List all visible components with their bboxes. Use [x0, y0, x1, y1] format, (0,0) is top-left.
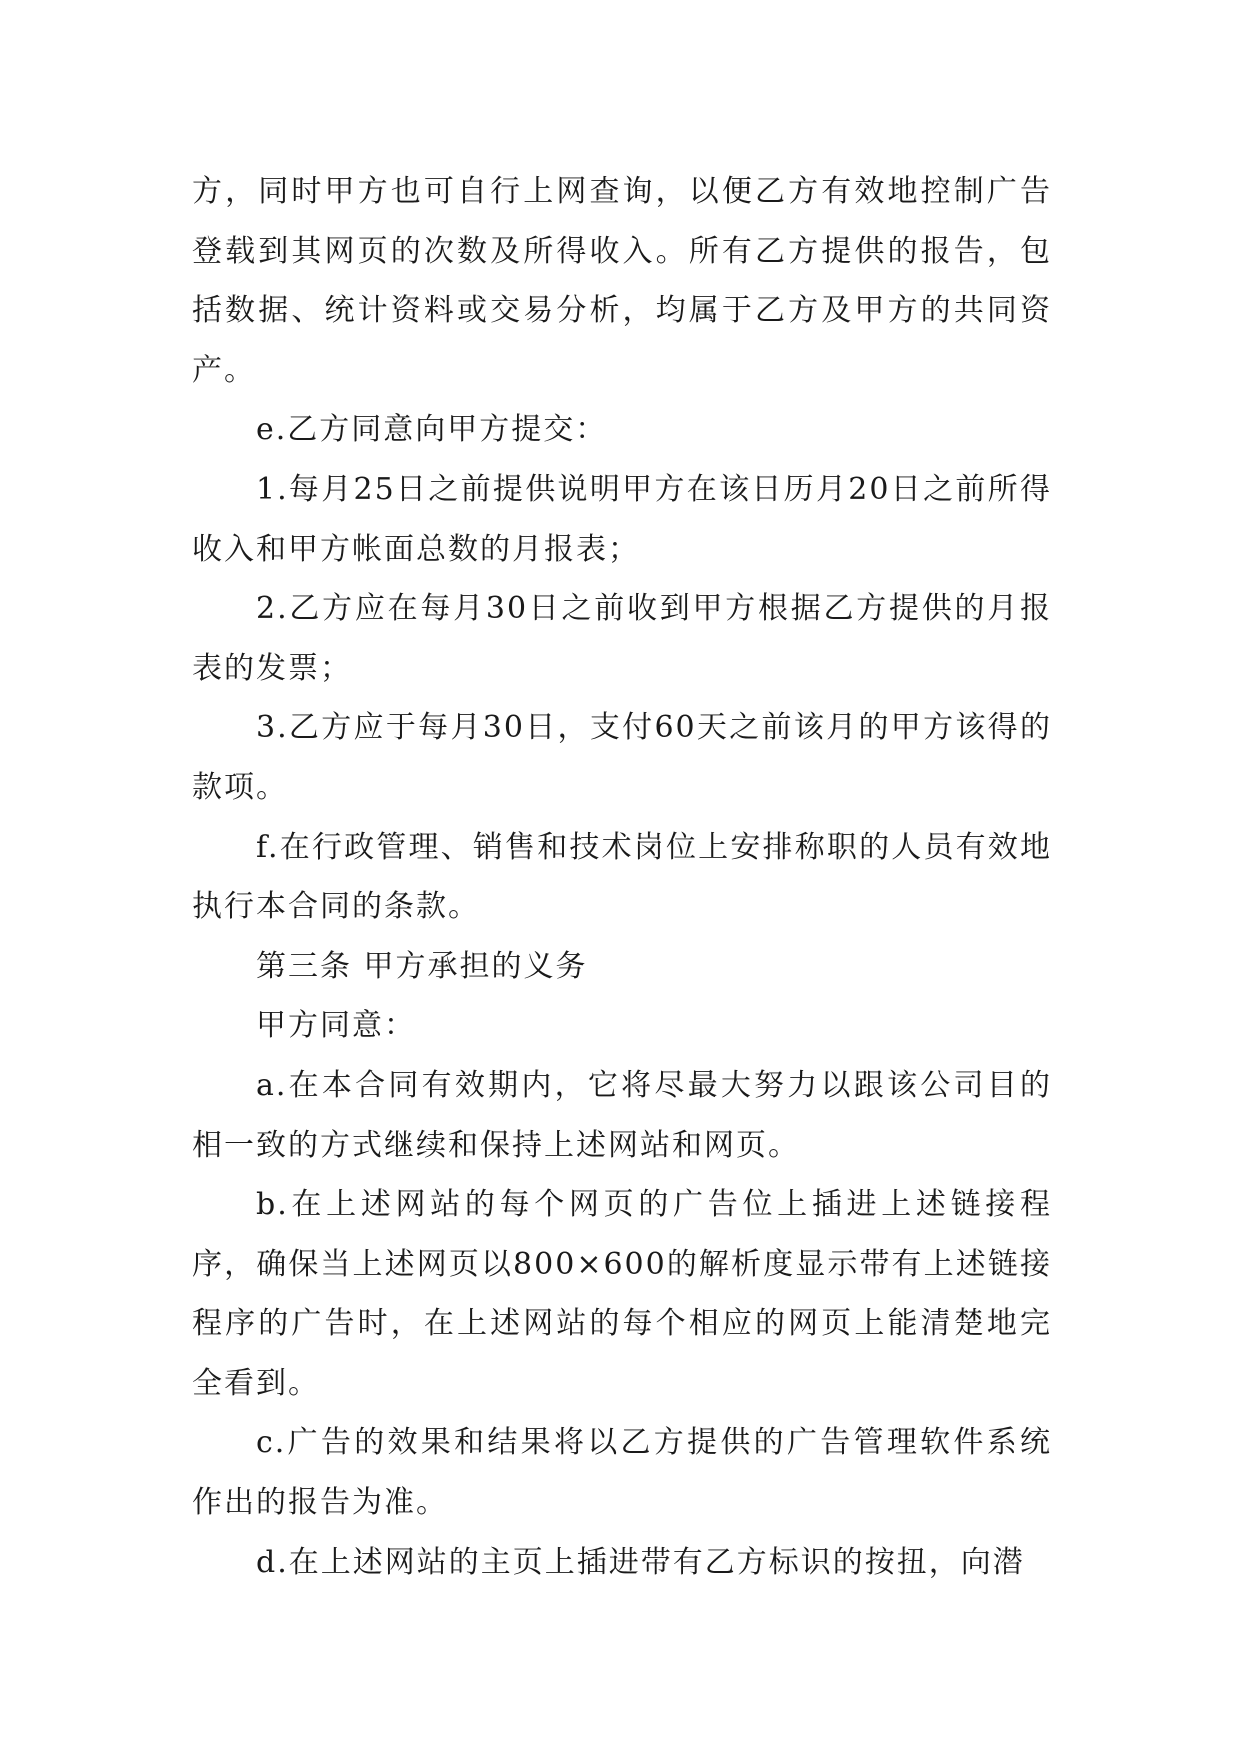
section-heading-article-3: 第三条 甲方承担的义务	[256, 948, 588, 984]
paragraph-d: d.在上述网站的主页上插进带有乙方标识的按扭，向潜	[256, 1544, 1025, 1580]
document-body	[192, 162, 1052, 1592]
paragraph-e: e.乙方同意向甲方提交：	[256, 412, 608, 448]
paragraph-party-a-agrees: 甲方同意：	[256, 1008, 416, 1044]
paragraph-item-1: 1.每月25日之前提供说明甲方在该日历月20日之前所得收入和甲方帐面总数的月报表；	[192, 471, 1052, 567]
paragraph-item-2: 2.乙方应在每月30日之前收到甲方根据乙方提供的月报表的发票；	[192, 591, 1052, 686]
paragraph-f: f.在行政管理、销售和技术岗位上安排称职的人员有效地执行本合同的条款。	[192, 829, 1052, 925]
paragraph-continuation: 方，同时甲方也可自行上网查询，以便乙方有效地控制广告登载到其网页的次数及所得收入。所有乙方提供的报告，包括数据、统计资料或交易分析，均属于乙方及甲方的共同资产。	[192, 174, 1052, 388]
paragraph-a: a.在本合同有效期内，它将尽最大努力以跟该公司目的相一致的方式继续和保持上述网站和网页。	[192, 1067, 1052, 1163]
paragraph-item-3: 3.乙方应于每月30日，支付60天之前该月的甲方该得的款项。	[192, 710, 1052, 805]
paragraph-c: c.广告的效果和结果将以乙方提供的广告管理软件系统作出的报告为准。	[192, 1425, 1052, 1521]
paragraph-b: b.在上述网站的每个网页的广告位上插进上述链接程序，确保当上述网页以800×600的解析度显示带有上述链接程序的广告时，在上述网站的每个相应的网页上能清楚地完全看到。	[192, 1187, 1052, 1401]
